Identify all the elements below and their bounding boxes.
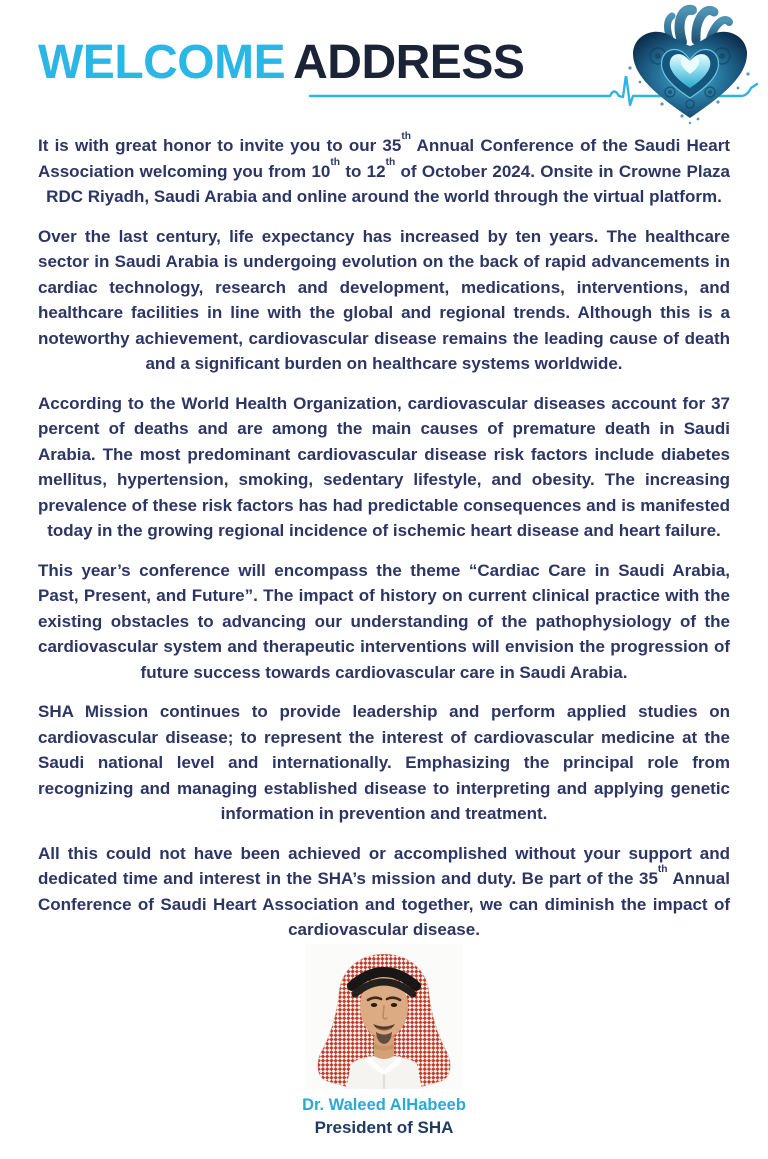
paragraph-sha-mission: SHA Mission continues to provide leadership and perform applied studies on cardiovascular disease; to represent the interest of cardiovascular medicine at the Saudi national level and internationally. Emphasizing the principal role from recognizing and managing established disease to interpreting and applying genetic information in prevention and treatment.: [38, 702, 730, 823]
paragraph-conference-theme: This year’s conference will encompass the theme “Cardiac Care in Saudi Arabia, Past, Present, and Future”. The impact of history on current clinical practice with the existing obstacles to advancing our understanding of the pathophysiology of the cardiovascular system and therapeutic interventions will envision the progression of future success towards cardiovascular care in Saudi Arabia.: [38, 560, 730, 682]
paragraph-closing: All this could not have been achieved or accomplished without your support and dedicated time and interest in the SHA’s mission and duty. Be part of the 35th Annual Conference of Saudi Heart Association and together, we can diminish the impact of cardiovascular disease.: [38, 843, 730, 939]
letter-body: [38, 133, 730, 957]
president-role: President of SHA: [314, 1118, 454, 1137]
title-welcome: WELCOME: [38, 36, 286, 89]
paragraph-invitation: It is with great honor to invite you to our 35th Annual Conference of the Saudi Heart Association welcoming you from 10th to 12th of October 2024. Onsite in Crowne Plaza RDC Riyadh, Saudi Arabia and online around the world through the virtual platform.: [38, 131, 730, 206]
president-photo: [306, 944, 462, 1089]
president-name: Dr. Waleed AlHabeeb: [302, 1096, 466, 1114]
title-address: ADDRESS: [293, 36, 525, 89]
paragraph-healthcare-evolution: Over the last century, life expectancy has increased by ten years. The healthcare sector in Saudi Arabia is undergoing evolution on the back of rapid advancements in cardiac technology, research and development, medications, interventions, and healthcare facilities in line with the global and regional trends. Although this is a noteworthy achievement, cardiovascular disease remains the leading cause of death and a significant burden on healthcare systems worldwide.: [38, 226, 730, 373]
anatomical-heart-illustration-icon: [610, 0, 768, 126]
paragraph-who-statistics: According to the World Health Organization, cardiovascular diseases account for 37 percent of deaths and are among the main causes of premature death in Saudi Arabia. The most predominant cardiovascular disease risk factors include diabetes mellitus, hypertension, smoking, sedentary lifestyle, and obesity. The increasing prevalence of these risk factors has had predictable consequences and is manifested today in the growing regional incidence of ischemic heart disease and heart failure.: [38, 393, 730, 540]
